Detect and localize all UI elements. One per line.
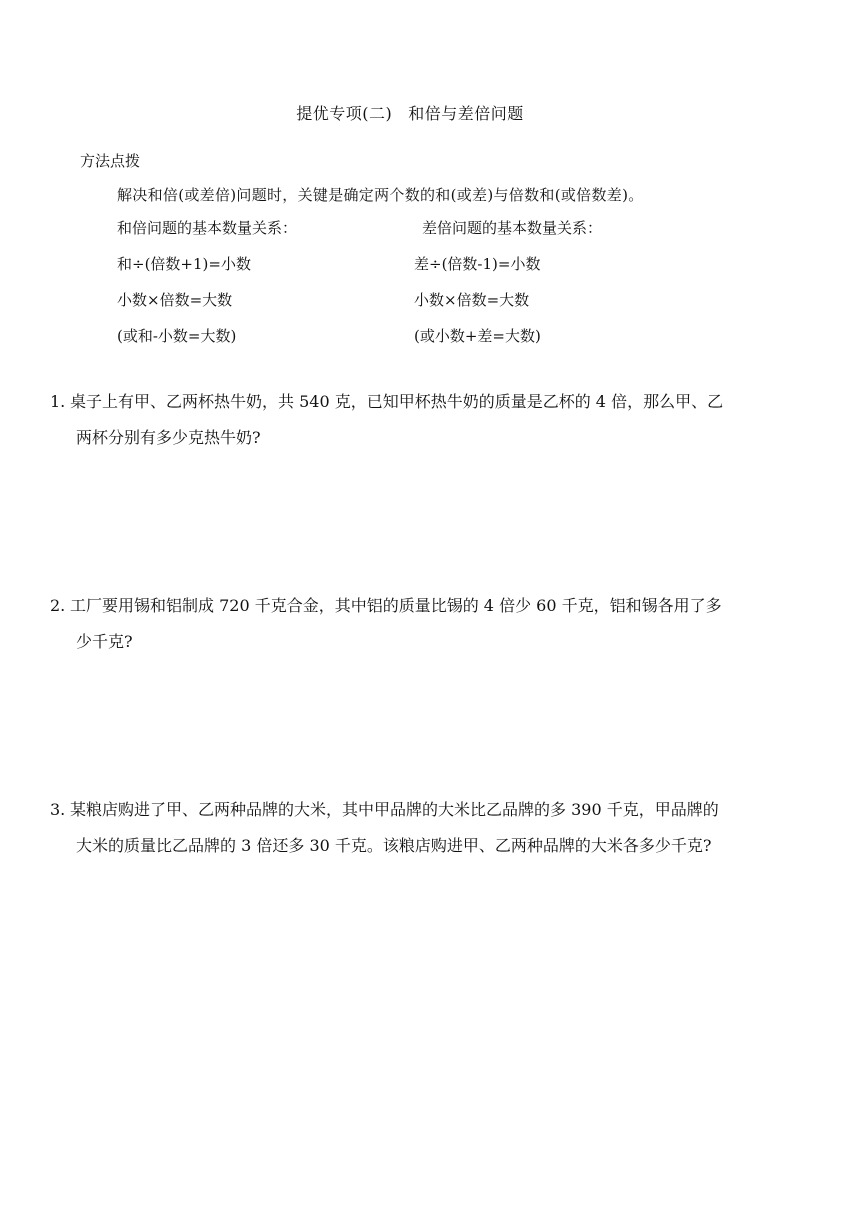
- title-part1: 提优专项(二): [296, 104, 393, 123]
- problem-text-line2: 两杯分别有多少克热牛奶?: [76, 428, 261, 447]
- diff-multiple-row: 小数×倍数=大数: [414, 291, 530, 309]
- diff-multiple-row: 差÷(倍数-1)=小数: [414, 255, 541, 273]
- problem-text-line1: 工厂要用锡和铝制成 720 千克合金，其中铝的质量比锡的 4 倍少 60 千克，铝和锡各用了多: [70, 596, 722, 615]
- method-intro: 解决和倍(或差倍)问题时，关键是确定两个数的和(或差)与倍数和(或倍数差)。: [117, 186, 644, 204]
- sum-multiple-row: 小数×倍数=大数: [117, 291, 233, 309]
- problem-text-line1: 桌子上有甲、乙两杯热牛奶，共 540 克，已知甲杯热牛奶的质量是乙杯的 4 倍，那么甲、乙: [70, 392, 724, 411]
- sum-multiple-heading: 和倍问题的基本数量关系：: [117, 219, 298, 237]
- sum-multiple-row: (或和-小数=大数): [117, 327, 237, 345]
- diff-multiple-row: (或小数+差=大数): [414, 327, 541, 345]
- problem-text-line1: 某粮店购进了甲、乙两种品牌的大米，其中甲品牌的大米比乙品牌的多 390 千克，甲品牌的: [70, 800, 719, 819]
- problem-number: 3.: [50, 800, 66, 819]
- method-heading: 方法点拨: [80, 152, 141, 170]
- sum-multiple-relations: [117, 221, 297, 365]
- diff-multiple-heading: 差倍问题的基本数量关系：: [422, 219, 603, 237]
- title-part2: 和倍与差倍问题: [408, 104, 524, 123]
- problem-text-line2: 少千克?: [76, 632, 133, 651]
- page-title: [0, 101, 820, 124]
- problem-text-line2: 大米的质量比乙品牌的 3 倍还多 30 千克。该粮店购进甲、乙两种品牌的大米各多少千克?: [76, 836, 712, 855]
- problem-3: [50, 792, 780, 864]
- problem-number: 1.: [50, 392, 66, 411]
- sum-multiple-row: 和÷(倍数+1)=小数: [117, 255, 251, 273]
- problem-2: [50, 588, 780, 660]
- problem-number: 2.: [50, 596, 66, 615]
- problem-1: [50, 384, 780, 456]
- diff-multiple-relations: [414, 221, 602, 365]
